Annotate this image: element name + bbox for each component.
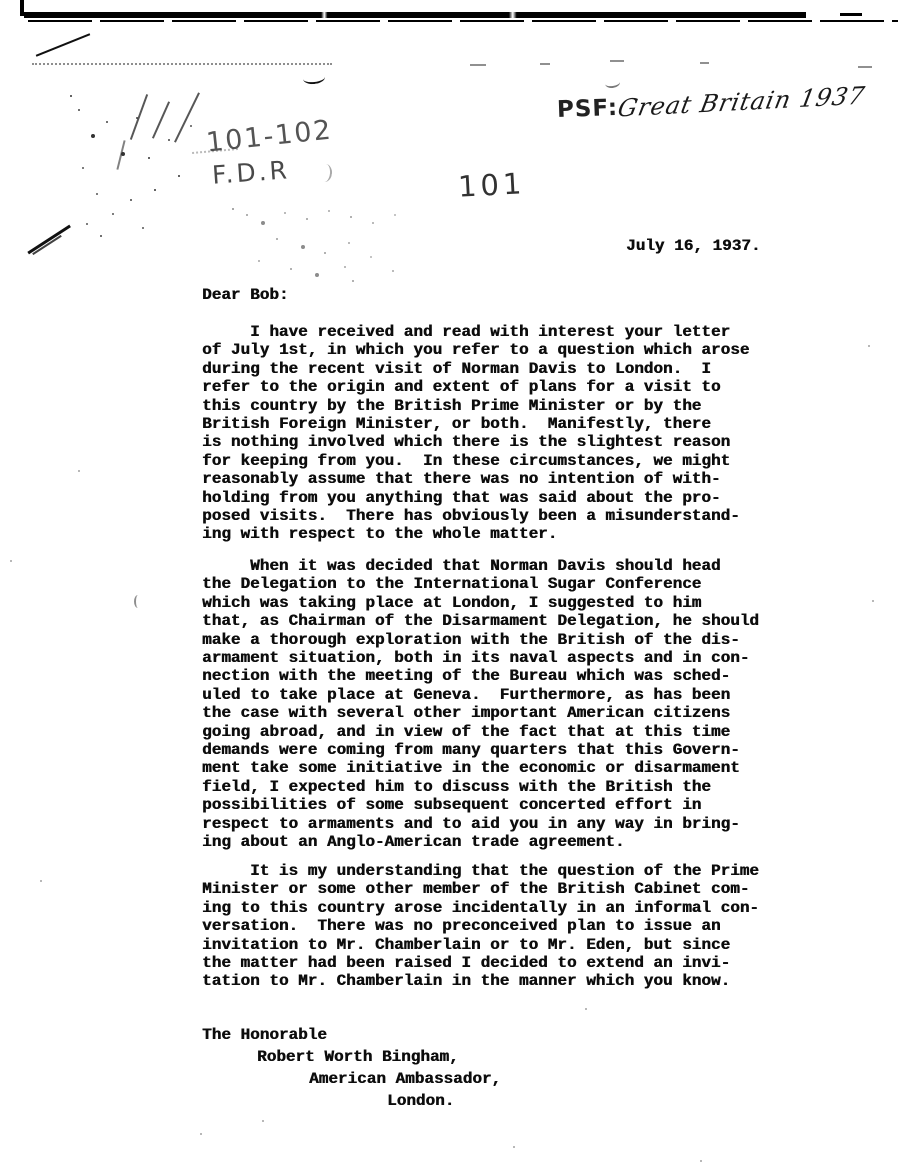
pencil-dash [700, 62, 709, 64]
pencil-dash [540, 63, 550, 65]
scan-edge-thin-line [28, 20, 898, 22]
paragraph-3: It is my understanding that the question of the Prime Minister or some other member of the British Cabinet com- ing to this country arose incidentally in an informal con- versation. There was no preconceived plan to issue an invitation to Mr. Chamberlain or to Mr. Eden, but since the matter had been raised I decided to extend an invi- tation to Mr. Chamberlain in the manner which you know. [202, 862, 759, 991]
pencil-dotted-line [32, 63, 332, 65]
pencil-dash [858, 66, 872, 68]
pencil-stroke [152, 101, 170, 138]
scan-speck [585, 1008, 587, 1010]
faint-arc-mark [317, 163, 333, 182]
pencil-dash [610, 60, 624, 62]
scan-speck [200, 1133, 202, 1135]
scan-speck [78, 470, 80, 472]
scan-speck [10, 560, 12, 562]
salutation: Dear Bob: [202, 286, 289, 304]
pencil-stroke [174, 92, 200, 142]
scan-speck [872, 600, 874, 602]
pen-slash-mark [27, 225, 70, 254]
margin-tick-mark [134, 595, 142, 608]
paragraph-2: When it was decided that Norman Davis should head the Delegation to the International Sugar Conference which was taking place at London, I suggested to him that, as Chairman of the Disarmament Delegation, he should make a thorough exploration with the British of the dis- armament situation, both in its naval aspects and in con- nection with the meeting of the Bureau which was sched- uled to take place at Geneva. Furthermore, as has been the case with several other important American citizens going abroad, and in view of the fact that at this time demands were coming from many quarters that this Govern- ment take some initiative in the economic or disarmament field, I expected him to discuss with the British the possibilities of some subsequent concerted effort in respect to armaments and to aid you in any way in bring- ing about an Anglo-American trade agreement. [202, 557, 759, 852]
faded-pencil-writing [232, 208, 234, 210]
closing-address: The Honorable Robert Worth Bingham, American Ambassador, London. [202, 1026, 502, 1110]
paragraph-1: I have received and read with interest your letter of July 1st, in which you refer to a question which arose during the recent visit of Norman Davis to London. I refer to the origin and extent of plans for a visit to this country by the British Prime Minister or by the British Foreign Minister, or both. Manifestly, there is nothing involved which there is the slightest reason for keeping from you. In these circumstances, we might reasonably assume that there was no intention of with- holding from you anything that was said about the pro- posed visits. There has obviously been a misunderstand- ing with respect to the whole matter. [202, 323, 750, 544]
pencil-stroke [130, 94, 148, 140]
scan-edge-bar-segment [840, 13, 862, 16]
psf-file-label: PSF: [556, 94, 619, 124]
page-range-annotation: 101-102 [204, 114, 335, 159]
scan-speck [700, 1160, 702, 1162]
psf-file-note: Great Britain 1937 [615, 81, 868, 123]
check-swoosh-mark [302, 71, 325, 85]
scan-speck [262, 1120, 264, 1122]
scan-speck [868, 345, 870, 347]
small-curl-mark [604, 77, 620, 89]
scan-speck [513, 1146, 515, 1148]
pencil-dash [470, 64, 486, 66]
pen-stroke-top-left [36, 33, 91, 57]
pencil-stroke [116, 140, 125, 170]
letter-date: July 16, 1937. [626, 237, 761, 255]
scan-speck [40, 880, 42, 882]
scan-edge-top-bar [24, 12, 806, 18]
pencil-scribble-cluster [70, 95, 72, 97]
fdr-initials-annotation: F.D.R [211, 155, 291, 190]
page-number-annotation: 101 [457, 166, 527, 204]
